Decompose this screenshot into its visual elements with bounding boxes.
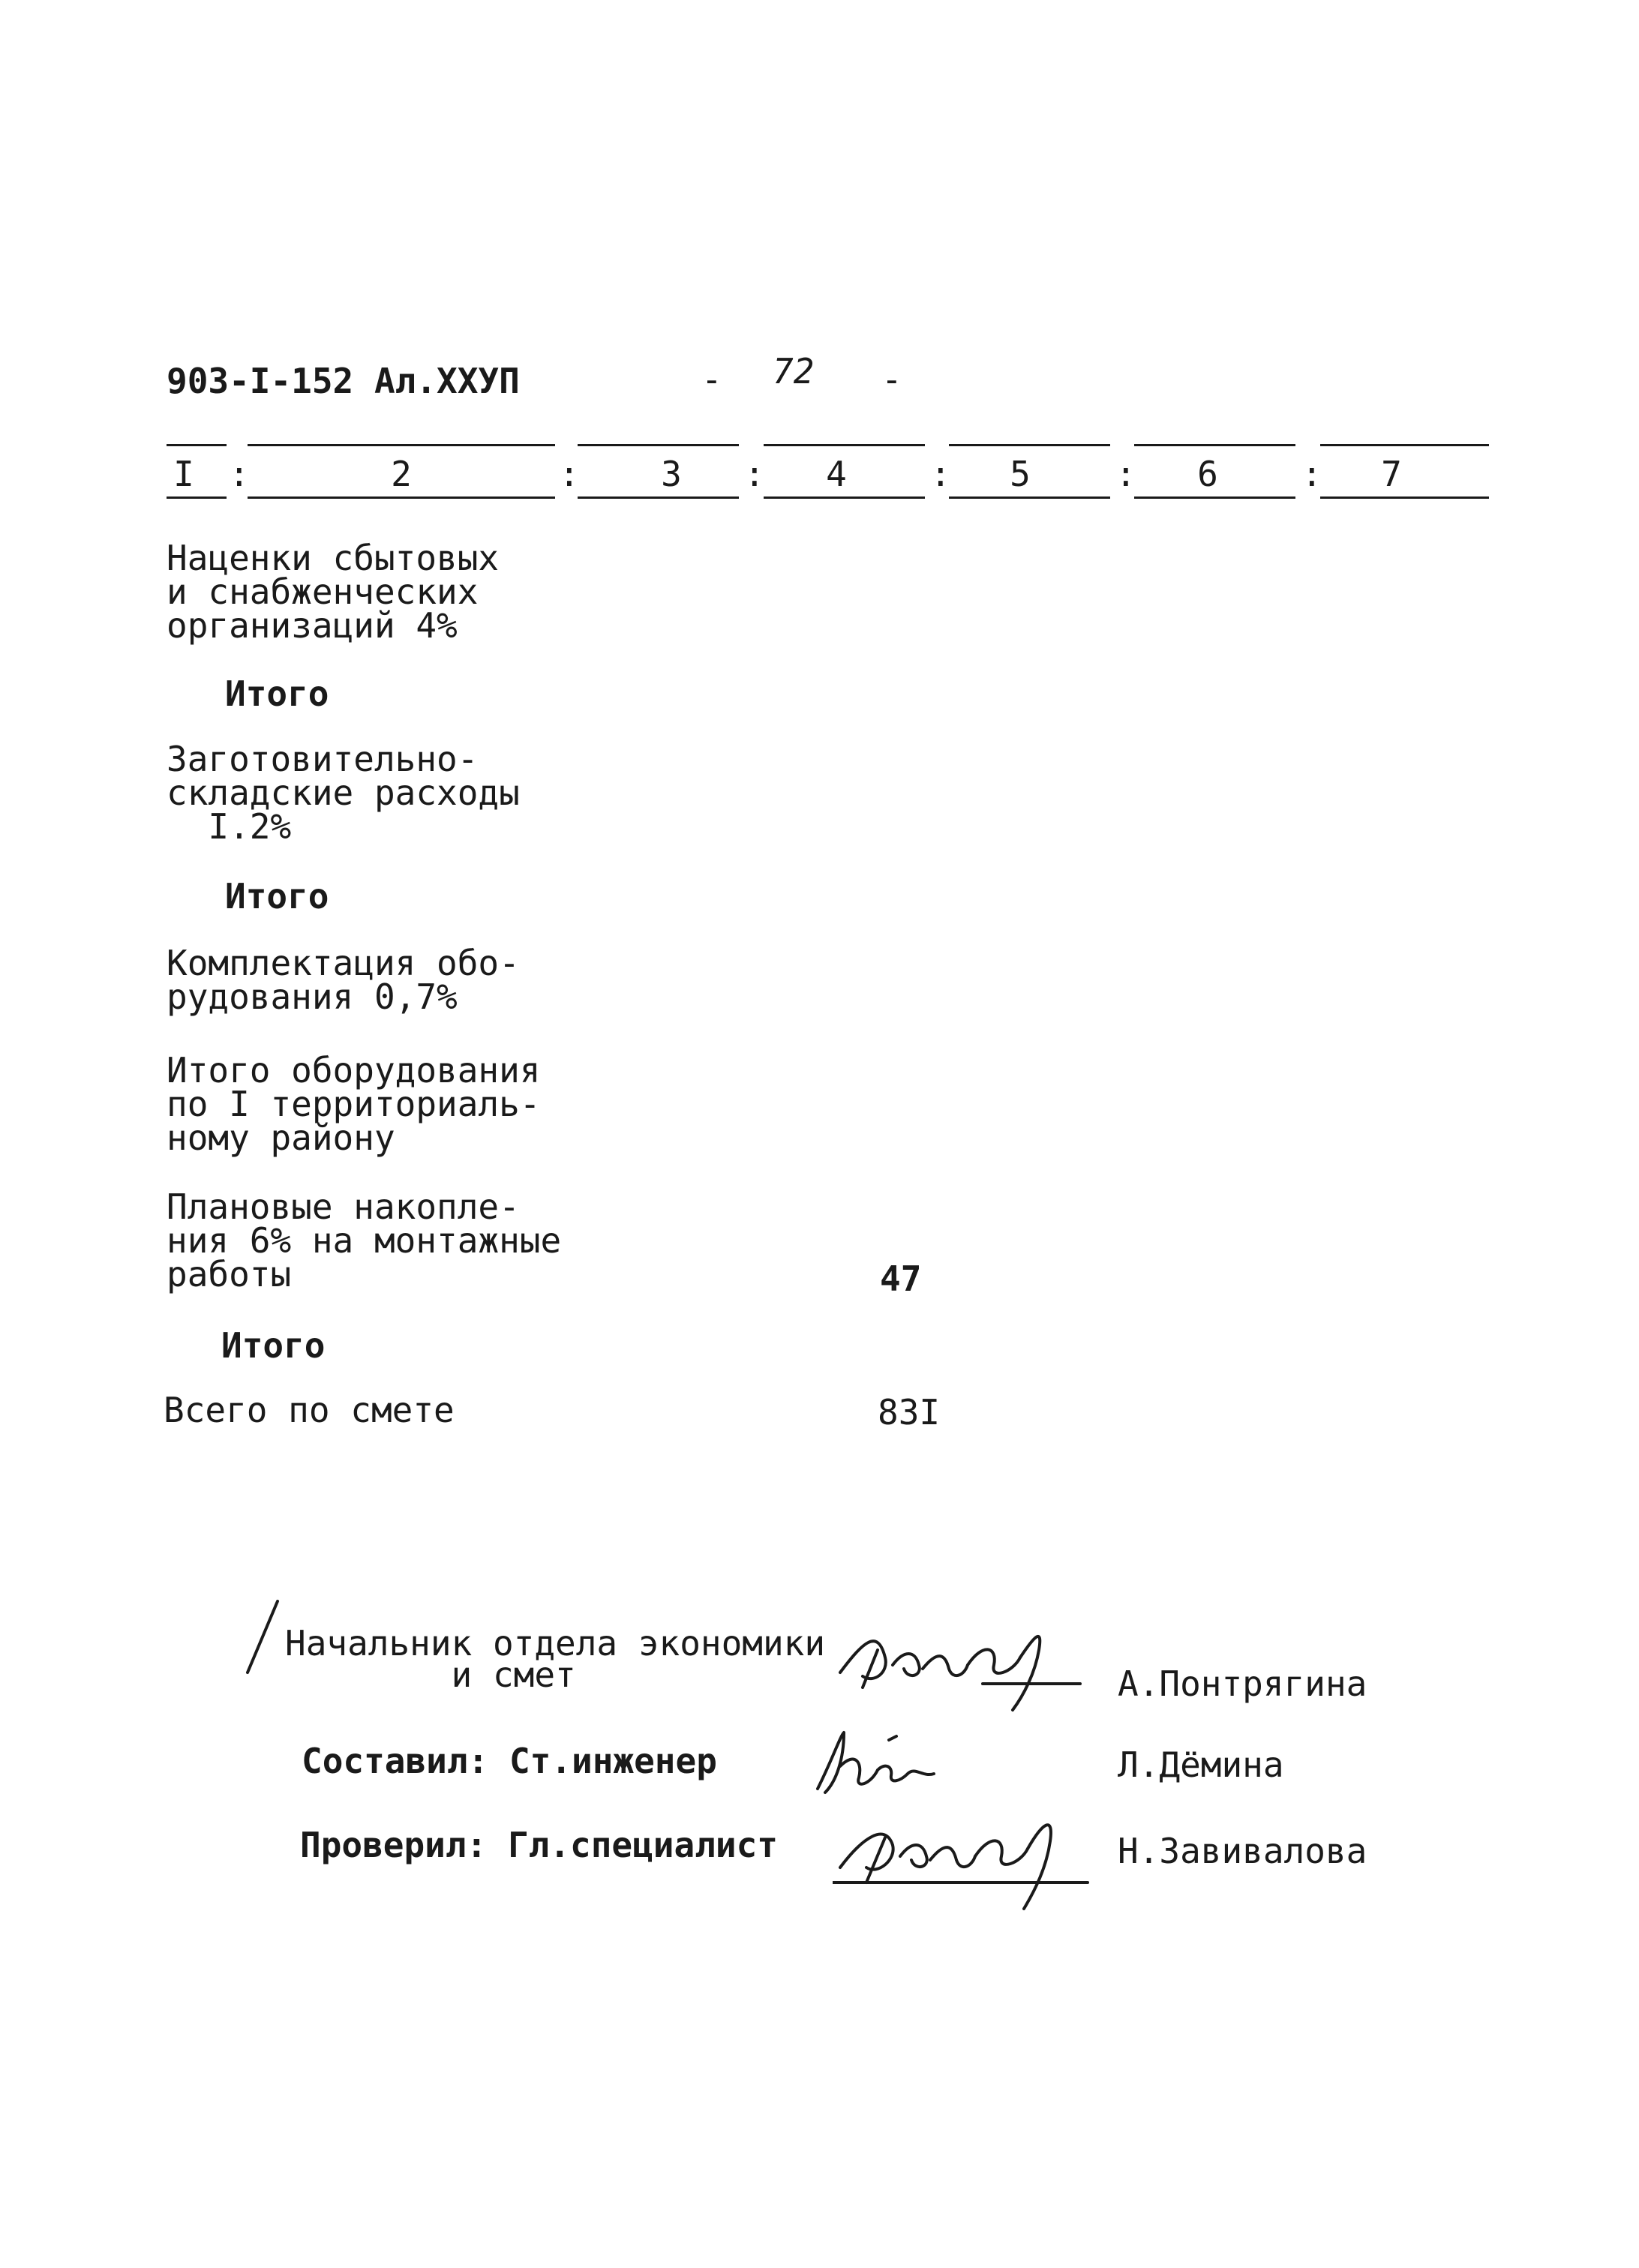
column-number-4: 4 bbox=[826, 454, 847, 494]
row-label-grand-total: Всего по смете bbox=[164, 1390, 455, 1430]
row-label-markups: Наценки сбытовых и снабженческих организаций 4% bbox=[167, 538, 500, 646]
header-rule-7 bbox=[1320, 496, 1489, 499]
signatory-checked-title: Проверил: Гл.специалист bbox=[300, 1825, 778, 1865]
top-rule-5 bbox=[949, 444, 1110, 446]
header-dash-left: - bbox=[701, 359, 722, 400]
signatory-checked-name: Н.Завивалова bbox=[1118, 1831, 1367, 1871]
signature-checked bbox=[833, 1800, 1103, 1912]
row-label-equipment-total: Итого оборудования по I территориаль- ному району bbox=[167, 1050, 541, 1158]
column-number-5: 5 bbox=[1010, 454, 1031, 494]
top-rule-6 bbox=[1134, 444, 1295, 446]
signatory-head-title: Начальник отдела экономики и смет bbox=[285, 1623, 826, 1695]
row-label-subtotal: Итого bbox=[225, 674, 329, 714]
top-rule-2 bbox=[248, 444, 555, 446]
column-number-6: 6 bbox=[1197, 454, 1218, 494]
top-rule-7 bbox=[1320, 444, 1489, 446]
column-separator: : bbox=[229, 454, 250, 494]
header-rule-6 bbox=[1134, 496, 1295, 499]
row-label-warehouse-costs: Заготовительно- складские расходы I.2% bbox=[167, 739, 520, 847]
header-rule-3 bbox=[578, 496, 739, 499]
column-separator: : bbox=[1115, 454, 1136, 494]
column-number-7: 7 bbox=[1381, 454, 1402, 494]
header-rule-4 bbox=[764, 496, 925, 499]
page-number: 72 bbox=[773, 351, 815, 392]
row-value-planned-savings: 47 bbox=[880, 1258, 922, 1299]
document-code: 903-I-152 Ал.XXУП bbox=[167, 361, 520, 401]
row-label-subtotal: Итого bbox=[221, 1325, 326, 1366]
slash-mark bbox=[240, 1598, 285, 1680]
signature-compiled bbox=[803, 1721, 945, 1804]
column-separator: : bbox=[930, 454, 951, 494]
header-rule-2 bbox=[248, 496, 555, 499]
column-separator: : bbox=[1301, 454, 1322, 494]
signatory-compiled-name: Л.Дёмина bbox=[1118, 1744, 1284, 1785]
column-separator: : bbox=[559, 454, 580, 494]
signature-head bbox=[833, 1612, 1103, 1718]
column-number-2: 2 bbox=[391, 454, 412, 494]
row-label-equipment-completion: Комплектация обо- рудования 0,7% bbox=[167, 943, 520, 1017]
signatory-head-name: А.Понтрягина bbox=[1118, 1664, 1367, 1704]
top-rule-4 bbox=[764, 444, 925, 446]
top-rule-1 bbox=[167, 444, 227, 446]
header-rule-5 bbox=[949, 496, 1110, 499]
column-separator: : bbox=[744, 454, 765, 494]
top-rule-3 bbox=[578, 444, 739, 446]
header-rule-1 bbox=[167, 496, 227, 499]
signatory-compiled-title: Составил: Ст.инженер bbox=[302, 1741, 717, 1781]
column-number-3: 3 bbox=[661, 454, 682, 494]
header-dash-right: - bbox=[881, 359, 902, 400]
column-number-1: I bbox=[173, 454, 194, 494]
row-label-planned-savings: Плановые накопле- ния 6% на монтажные работы bbox=[167, 1186, 562, 1294]
row-label-subtotal: Итого bbox=[225, 876, 329, 916]
row-value-grand-total: 83I bbox=[878, 1392, 941, 1432]
